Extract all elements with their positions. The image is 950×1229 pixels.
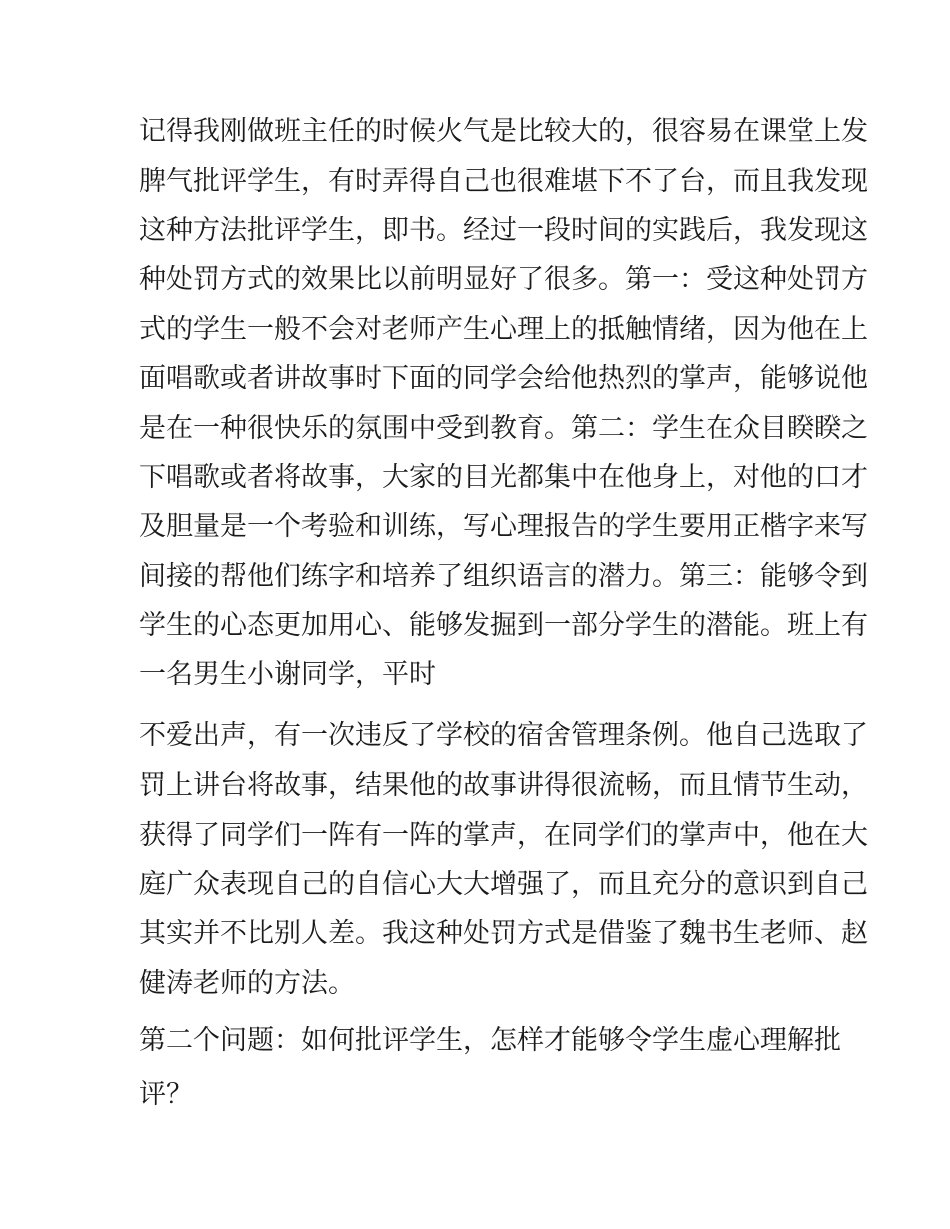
text-line: 一名男生小谢同学，平时 — [139, 659, 436, 690]
text-line: 学生的心态更加用心、能够发掘到一部分学生的潜能。班上有 — [139, 610, 868, 641]
text-line: 种处罚方式的效果比以前明显好了很多。第一：受这种处罚方 — [139, 264, 868, 295]
text-line: 获得了同学们一阵有一阵的掌声，在同学们的掌声中，他在大 — [139, 820, 868, 851]
text-line: 这种方法批评学生，即书。经过一段时间的实践后，我发现这 — [139, 215, 868, 246]
text-line: 其实并不比别人差。我这种处罚方式是借鉴了魏书生老师、赵 — [139, 918, 868, 949]
text-line: 庭广众表现自己的自信心大大增强了，而且充分的意识到自己 — [139, 869, 868, 900]
text-line: 式的学生一般不会对老师产生心理上的抵触情绪，因为他在上 — [139, 314, 868, 345]
text-line: 间接的帮他们练字和培养了组织语言的潜力。第三：能够令到 — [139, 561, 868, 592]
section-question: 第二个问题：如何批评学生，怎样才能够令学生虚心理解批 — [139, 1025, 841, 1056]
text-line: 下唱歌或者将故事，大家的目光都集中在他身上，对他的口才 — [139, 462, 868, 493]
text-line: 健涛老师的方法。 — [139, 968, 355, 999]
section-question-continued: 评？ — [139, 1079, 193, 1110]
text-line: 面唱歌或者讲故事时下面的同学会给他热烈的掌声，能够说他 — [139, 363, 868, 394]
text-line: 是在一种很快乐的氛围中受到教育。第二：学生在众目睽睽之 — [139, 413, 868, 444]
text-line: 及胆量是一个考验和训练，写心理报告的学生要用正楷字来写 — [139, 511, 868, 542]
text-line: 罚上讲台将故事，结果他的故事讲得很流畅，而且情节生动， — [139, 770, 868, 801]
text-line: 记得我刚做班主任的时候火气是比较大的，很容易在课堂上发 — [139, 116, 868, 147]
text-line: 脾气批评学生，有时弄得自己也很难堪下不了台，而且我发现 — [139, 166, 868, 197]
text-line: 不爱出声，有一次违反了学校的宿舍管理条例。他自己选取了 — [139, 720, 868, 751]
